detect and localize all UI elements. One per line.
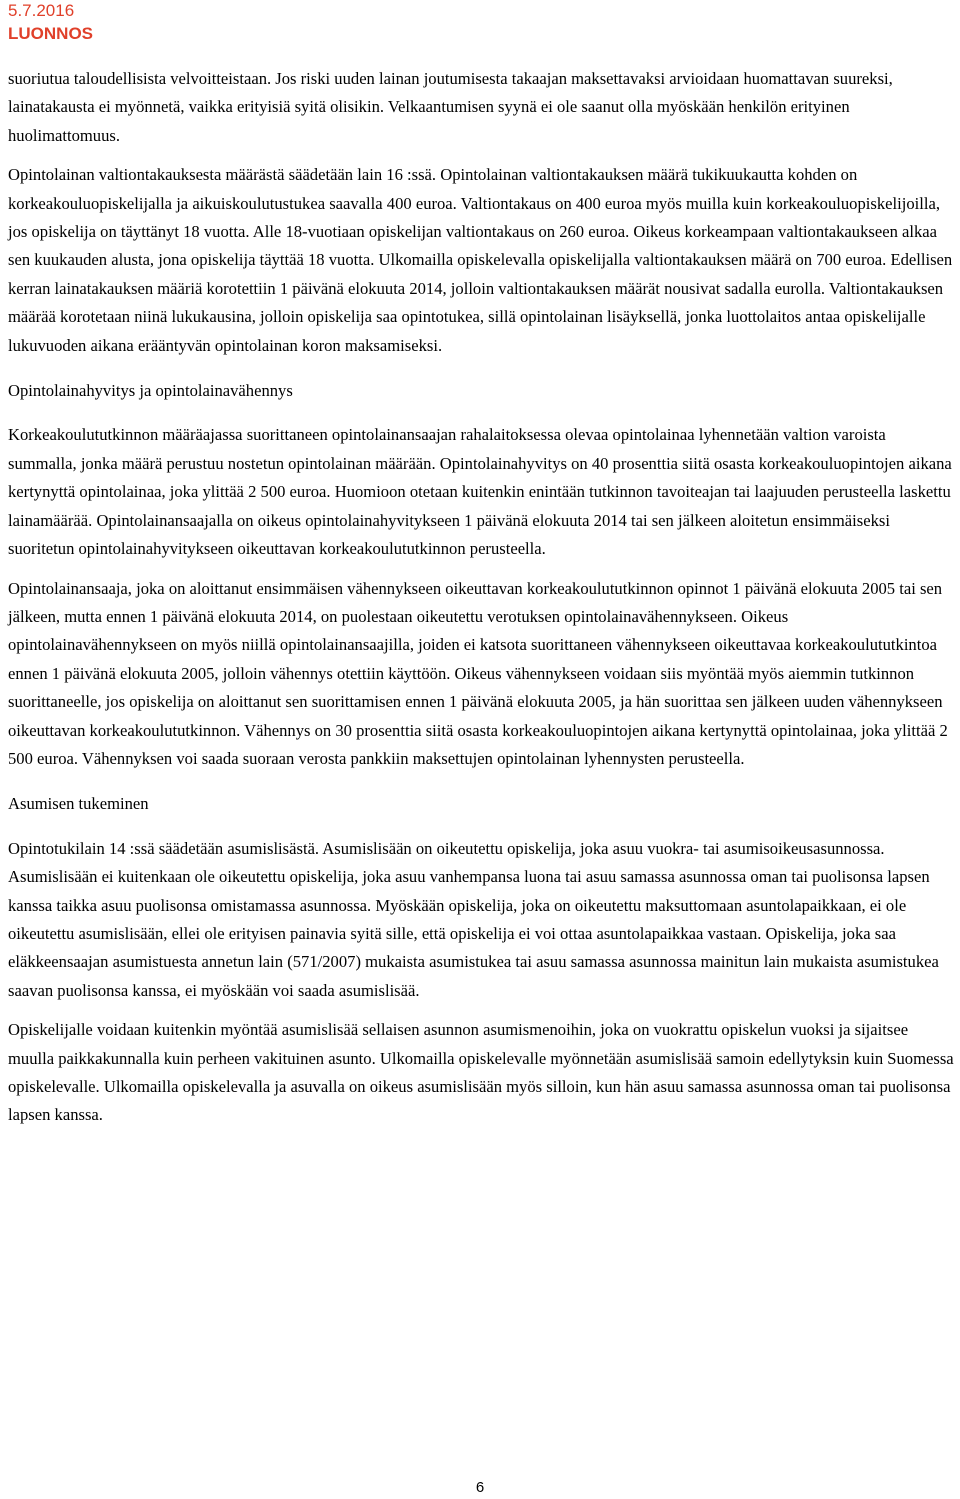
document-date: 5.7.2016 — [8, 1, 75, 20]
page-number: 6 — [475, 1479, 485, 1496]
paragraph-loan-credit: Korkeakoulututkinnon määräajassa suorittaneen opintolainansaajan rahalaitoksessa olevaa opintolainaa lyhennetään valtion varoista summalla, jonka määrä perustuu nostetun opintolainan määrään. Opintolainahyvitys on 40 prosenttia siitä osasta korkeakouluopintojen aikana kertynyttä opintolainaa, joka ylittää 2 500 euroa. Huomioon otetaan kuitenkin enintään tutkinnon tavoiteajan tai laajuuden perusteella laskettu lainamäärää. Opintolainansaajalla on oikeus opintolainahyvitykseen 1 päivänä elokuuta 2014 tai sen jälkeen aloitetun ensimmäiseksi suoritetun opintolainahyvitykseen oikeuttavan korkeakoulututkinnon perusteella. — [8, 425, 952, 559]
paragraph-housing-abroad: Opiskelijalle voidaan kuitenkin myöntää asumislisää sellaisen asunnon asumismenoihin, joka on vuokrattu opiskelun vuoksi ja sijaitsee muulla paikkakunnalla kuin perheen vakituinen asunto. Ulkomailla opiskelevalle myönnetään asumislisää samoin edellytyksin kuin Suomessa opiskelevalle. Ulkomailla opiskelevalla ja asuvalla on oikeus asumislisään myös silloin, kun hän asuu samassa asunnossa oman tai puolisonsa lapsen kanssa. — [8, 1020, 954, 1125]
draft-label: LUONNOS — [8, 24, 93, 43]
paragraph-loan-deduction: Opintolainansaaja, joka on aloittanut ensimmäisen vähennykseen oikeuttavan korkeakoulututkinnon opinnot 1 päivänä elokuuta 2005 tai sen jälkeen, mutta ennen 1 päivänä elokuuta 2014, on puolestaan oikeutettu verotuksen opintolainavähennykseen. Oikeus opintolainavähennykseen on myös niillä opintolainansaajilla, joiden ei katsota suorittaneen vähennykseen oikeuttavaa korkeakoulututkintoa ennen 1 päivänä elokuuta 2005, jolloin vähennys otettiin käyttöön. Oikeus vähennykseen voidaan siis myöntää myös aiemmin tutkinnon suorittaneelle, jos opiskelija on aloittanut sen suorittamisen ennen 1 päivänä elokuuta 2005, ja hän suorittaa sen jälkeen uuden vähennykseen oikeuttavan korkeakoulututkinnon. Vähennys on 30 prosenttia siitä osasta korkeakouluopintojen aikana kertynyttä opintolainaa, joka ylittää 2 500 euroa. Vähennyksen voi saada suoraan verosta pankkiin maksettujen opintolainan lyhennysten perusteella. — [8, 578, 948, 768]
paragraph-loan-risk: suoriutua taloudellisista velvoitteistaan. Jos riski uuden lainan joutumisesta takaajan maksettavaksi arvioidaan huomattavan suureksi, lainatakausta ei myönnetä, vaikka erityisiä syitä olisikin. Velkaantumisen syynä ei ole saanut olla myöskään henkilön erityinen huolimattomuus. — [8, 69, 893, 145]
section-heading-loan-credit: Opintolainahyvitys ja opintolainavähennys — [8, 381, 293, 401]
paragraph-state-guarantee: Opintolainan valtiontakauksesta määrästä säädetään lain 16 :ssä. Opintolainan valtiontakauksen määrä tukikuukautta kohden on korkeakouluopiskelijalla ja aikuiskoulutustukea saavalla 400 euroa. Valtiontakaus on 400 euroa myös muilla kuin korkeakouluopiskelijoilla, jos opiskelija on täyttänyt 18 vuotta. Alle 18-vuotiaan opiskelijan valtiontakaus on 260 euroa. Oikeus korkeampaan valtiontakaukseen alkaa sen kuukauden alusta, jona opiskelija täyttää 18 vuotta. Ulkomailla opiskelevalla opiskelijalla valtiontakauksen määrä on 700 euroa. Edellisen kerran lainatakauksen määriä korotettiin 1 päivänä elokuuta 2014, jolloin valtiontakauksen määrät nousivat sadalla eurolla. Valtiontakauksen määrää korotetaan niinä lukukausina, jolloin opiskelija saa opintotukea, sillä opintolainan lisäyksellä, jonka luottolaitos antaa opiskelijalle lukuvuoden aikana erääntyvän opintolainan koron maksamiseksi. — [8, 165, 953, 355]
document-body — [8, 65, 956, 1130]
section-heading-housing: Asumisen tukeminen — [8, 794, 149, 814]
paragraph-housing-supplement: Opintotukilain 14 :ssä säädetään asumislisästä. Asumislisään on oikeutettu opiskelija, joka asuu vuokra- tai asumisoikeusasunnossa. Asumislisään ei kuitenkaan ole oikeutettu opiskelija, joka asuu vanhempansa luona tai asuu samassa asunnossa oman tai puolisonsa lapsen kanssa taikka asuu puolisonsa omistamassa asunnossa. Myöskään opiskelija, joka on oikeutettu maksuttomaan asuntolapaikkaan, ei ole oikeutettu asumislisään, ellei ole erityisen painavia syitä sille, että opiskelija ei voi ottaa asuntolapaikkaa vastaan. Opiskelija, joka saa eläkkeensaajan asumistuesta annetun lain (571/2007) mukaista asumistukea tai asuu samassa asunnossa mainitun lain mukaista asumistukea saavan puolisonsa kanssa, ei myöskään voi saada asumislisää. — [8, 838, 939, 1000]
